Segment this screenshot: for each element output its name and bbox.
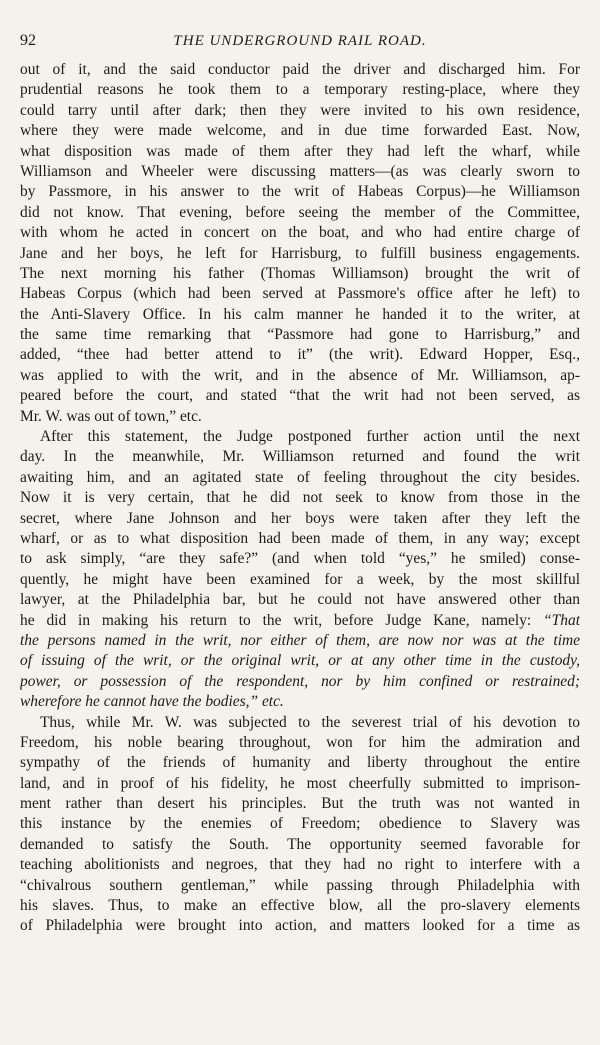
text-line: this instance by the enemies of Freedom; obedience to Slavery was: [20, 815, 580, 833]
text-line-italic: the persons named in the writ, nor either of them, are now nor was at the time: [20, 631, 580, 649]
text-line: Mr. W. was out of town,” etc.: [20, 407, 202, 425]
text-line: with whom he acted in concert on the boat, and who had entire charge of: [20, 224, 580, 242]
text-line: prudential reasons he took them to a temporary resting-place, where they: [20, 81, 580, 99]
text-line: land, and in proof of his fidelity, he most cheerfully submitted to imprison-: [20, 774, 580, 792]
text-line: added, “thee had better attend to it” (the writ). Edward Hopper, Esq.,: [20, 346, 580, 364]
text-line: ment rather than desert his principles. But the truth was not wanted in: [20, 795, 580, 813]
text-segment: he did in making his return to the writ, before Judge Kane, namely:: [20, 611, 544, 629]
text-line: Thus, while Mr. W. was subjected to the severest trial of his devotion to: [40, 713, 580, 731]
text-line: of Philadelphia were brought into action, and matters looked for a time as: [20, 917, 580, 935]
text-line: quently, he might have been examined for a week, by the most skillful: [20, 570, 580, 588]
text-line: Williamson and Wheeler were discussing matters—(as was clearly sworn to: [20, 162, 580, 180]
text-line: where they were made welcome, and in due time forwarded East. Now,: [20, 122, 580, 140]
text-line: did not know. That evening, before seeing the member of the Committee,: [20, 203, 580, 221]
text-line: out of it, and the said conductor paid the driver and discharged him. For: [20, 61, 580, 78]
text-line: Habeas Corpus (which had been served at Passmore's office after he left) to: [20, 285, 580, 303]
text-line: “chivalrous southern gentleman,” while passing through Philadelphia with: [20, 876, 580, 894]
text-line: to ask simply, “are they safe?” (and when told “yes,” he smiled) conse-: [20, 550, 580, 568]
text-line: lawyer, at the Philadelphia bar, but he could not have answered other than: [20, 591, 580, 609]
text-line: awaiting him, and an agitated state of feeling throughout the city besides.: [20, 468, 580, 486]
text-line: what disposition was made of them after they had left the wharf, while: [20, 142, 580, 160]
running-title: THE UNDERGROUND RAIL ROAD.: [173, 33, 427, 49]
text-line: teaching abolitionists and negroes, that they had no right to interfere with a: [20, 856, 580, 874]
text-line: The next morning his father (Thomas Williamson) brought the writ of: [20, 264, 580, 282]
text-line: Jane and her boys, he left for Harrisburg, to fulfill business engagements.: [20, 244, 580, 262]
text-line: was applied to with the writ, and in the absence of Mr. Williamson, ap-: [20, 366, 580, 384]
text-line: his slaves. Thus, to make an effective blow, all the pro-slavery elements: [20, 897, 580, 915]
text-line: Now it is very certain, that he did not seek to know from those in the: [20, 489, 580, 507]
text-line: After this statement, the Judge postponed further action until the next: [40, 428, 580, 446]
text-line: demanded to satisfy the South. The opportunity seemed favorable for: [20, 835, 580, 853]
text-line-italic: wherefore he cannot have the bodies,” etc.: [20, 693, 284, 711]
text-line: peared before the court, and stated “that the writ had not been served, as: [20, 387, 580, 405]
page-number: 92: [20, 32, 36, 49]
body-text: [20, 60, 580, 937]
text-line: could tarry until after dark; then they were invited to his own residence,: [20, 101, 580, 119]
text-line: wharf, or as to what disposition had been made of them, in any way; except: [20, 529, 580, 547]
italic-quote-start: “That: [543, 611, 580, 629]
text-line: by Passmore, in his answer to the writ of Habeas Corpus)—he Williamson: [20, 183, 580, 201]
text-line: the Anti-Slavery Office. In his calm manner he handed it to the writer, at: [20, 305, 580, 323]
text-line: day. In the meanwhile, Mr. Williamson returned and found the writ: [20, 448, 580, 466]
text-line: Freedom, his noble bearing throughout, won for him the admiration and: [20, 733, 580, 751]
text-line: secret, where Jane Johnson and her boys were taken after they left the: [20, 509, 580, 527]
page-header: [20, 32, 580, 54]
text-line-italic: of issuing of the writ, or the original writ, or at any other time in the custody,: [20, 652, 580, 670]
text-line-mixed: [20, 611, 580, 631]
text-line: the same time remarking that “Passmore had gone to Harrisburg,” and: [20, 326, 580, 344]
text-line: sympathy of the friends of humanity and liberty throughout the entire: [20, 754, 580, 772]
text-line-italic: power, or possession of the respondent, nor by him confined or restrained;: [20, 672, 580, 690]
